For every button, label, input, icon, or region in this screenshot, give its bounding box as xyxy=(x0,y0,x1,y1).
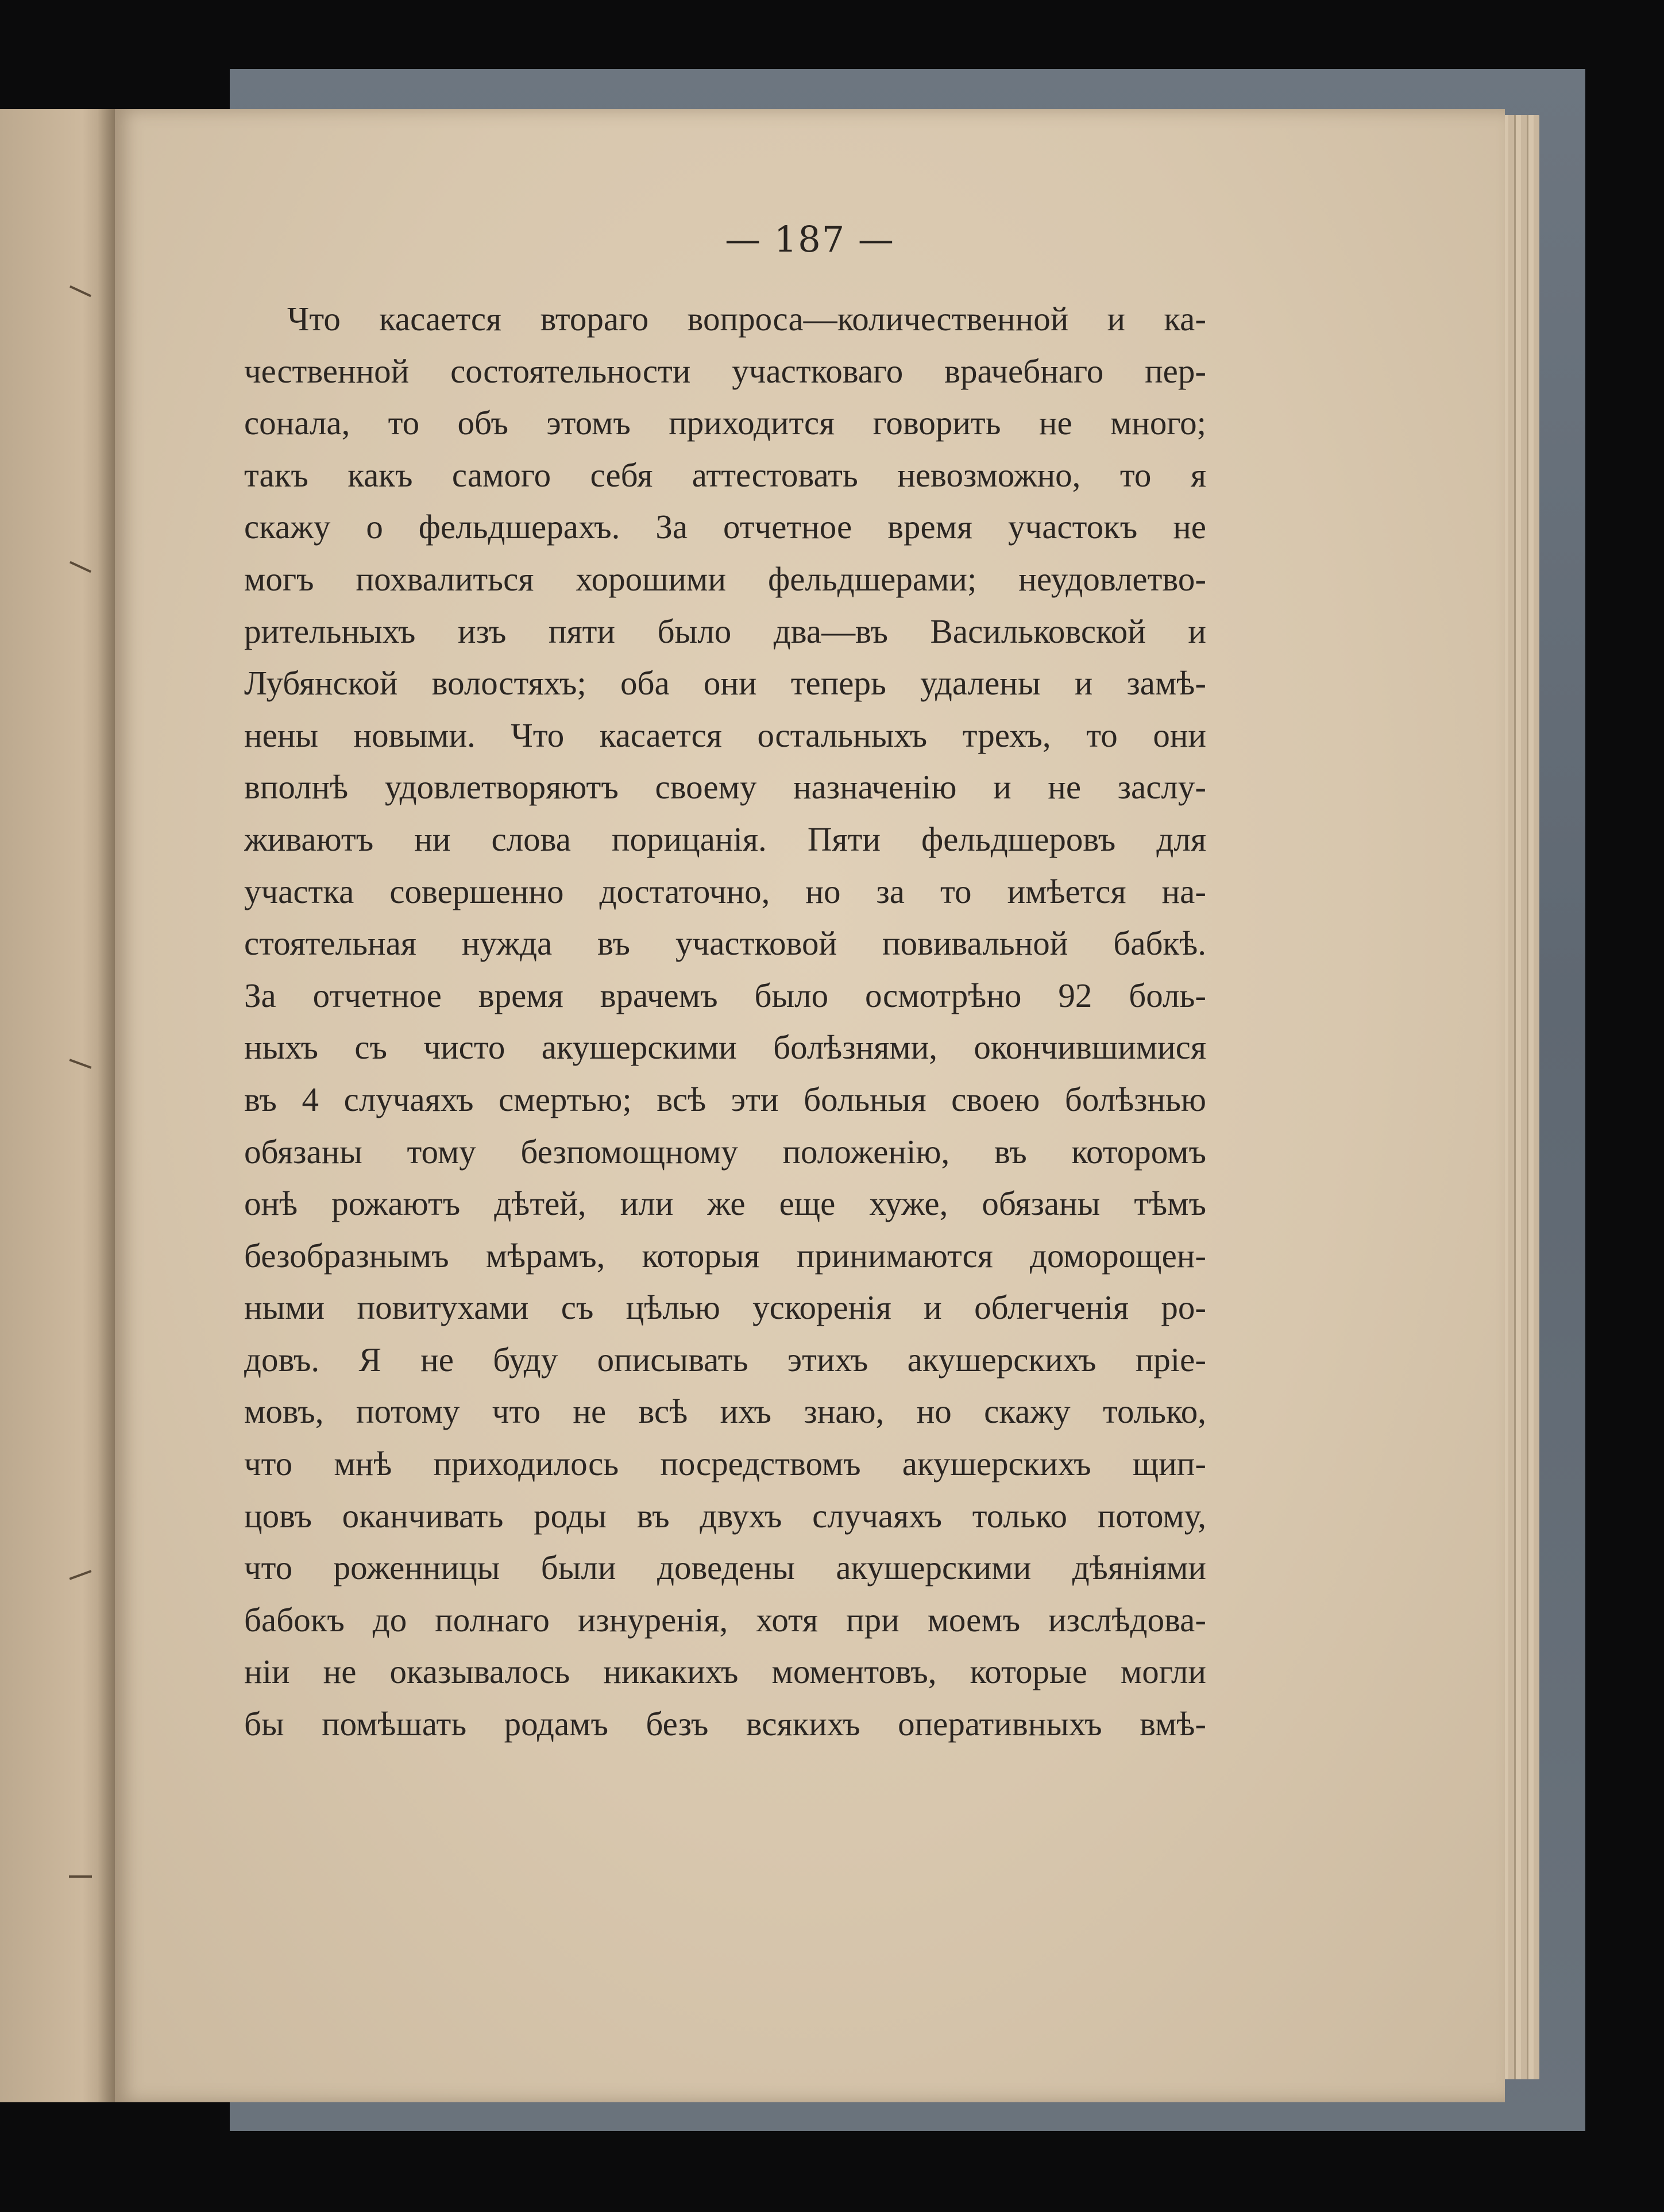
text-line: нены новыми. Что касается остальныхъ трехъ, то они xyxy=(244,716,1206,754)
text-line: стоятельная нужда въ участковой повивальной бабкѣ. xyxy=(244,924,1206,963)
text-line: За отчетное время врачемъ было осмотрѣно 92 боль- xyxy=(244,976,1206,1014)
page-body-text xyxy=(244,293,1206,1750)
text-line: въ 4 случаяхъ смертью; всѣ эти больныя своею болѣзнью xyxy=(244,1080,1206,1118)
text-line: рительныхъ изъ пяти было два—въ Васильковской и xyxy=(244,612,1206,650)
text-line: бабокъ до полнаго изнуренія, хотя при моемъ изслѣдова- xyxy=(244,1600,1206,1639)
page-number: — 187 — xyxy=(725,218,895,260)
text-line: такъ какъ самого себя аттестовать невозможно, то я xyxy=(244,455,1206,494)
text-line: скажу о фельдшерахъ. За отчетное время участокъ не xyxy=(244,508,1206,546)
text-line: сонала, то объ этомъ приходится говорить не много; xyxy=(244,404,1206,442)
text-line: могъ похвалиться хорошими фельдшерами; неудовлетво- xyxy=(244,559,1206,598)
text-line: бы помѣшать родамъ безъ всякихъ оперативныхъ вмѣ- xyxy=(244,1705,1206,1743)
text-line: безобразнымъ мѣрамъ, которыя принимаются доморощен- xyxy=(244,1236,1206,1275)
text-line: чественной состоятельности участковаго врачебнаго пер- xyxy=(244,352,1206,390)
text-line: ныхъ съ чисто акушерскими болѣзнями, окончившимися xyxy=(244,1028,1206,1067)
text-line: вполнѣ удовлетворяютъ своему назначенію и не заслу- xyxy=(244,768,1206,806)
text-line: что мнѣ приходилось посредствомъ акушерскихъ щип- xyxy=(244,1445,1206,1483)
text-line: Что касается втораго вопроса—количественной и ка- xyxy=(287,300,1206,338)
text-line: ніи не оказывалось никакихъ моментовъ, которые могли xyxy=(244,1653,1206,1691)
text-line: что роженницы были доведены акушерскими дѣяніями xyxy=(244,1549,1206,1587)
text-line: живаютъ ни слова порицанія. Пяти фельдшеровъ для xyxy=(244,820,1206,858)
text-line: Лубянской волостяхъ; оба они теперь удалены и замѣ- xyxy=(244,664,1206,702)
binding-mark xyxy=(69,1875,92,1878)
text-line: обязаны тому безпомощному положенію, въ которомъ xyxy=(244,1132,1206,1171)
text-line: ными повитухами съ цѣлью ускоренія и облегченія ро- xyxy=(244,1288,1206,1327)
text-line: онѣ рожаютъ дѣтей, или же еще хуже, обязаны тѣмъ xyxy=(244,1184,1206,1223)
text-line: довъ. Я не буду описывать этихъ акушерскихъ пріе- xyxy=(244,1340,1206,1379)
text-line: цовъ оканчивать роды въ двухъ случаяхъ только потому, xyxy=(244,1496,1206,1535)
text-line: участка совершенно достаточно, но за то имѣется на- xyxy=(244,872,1206,910)
text-line: мовъ, потому что не всѣ ихъ знаю, но скажу только, xyxy=(244,1392,1206,1431)
book-page xyxy=(115,109,1505,2102)
